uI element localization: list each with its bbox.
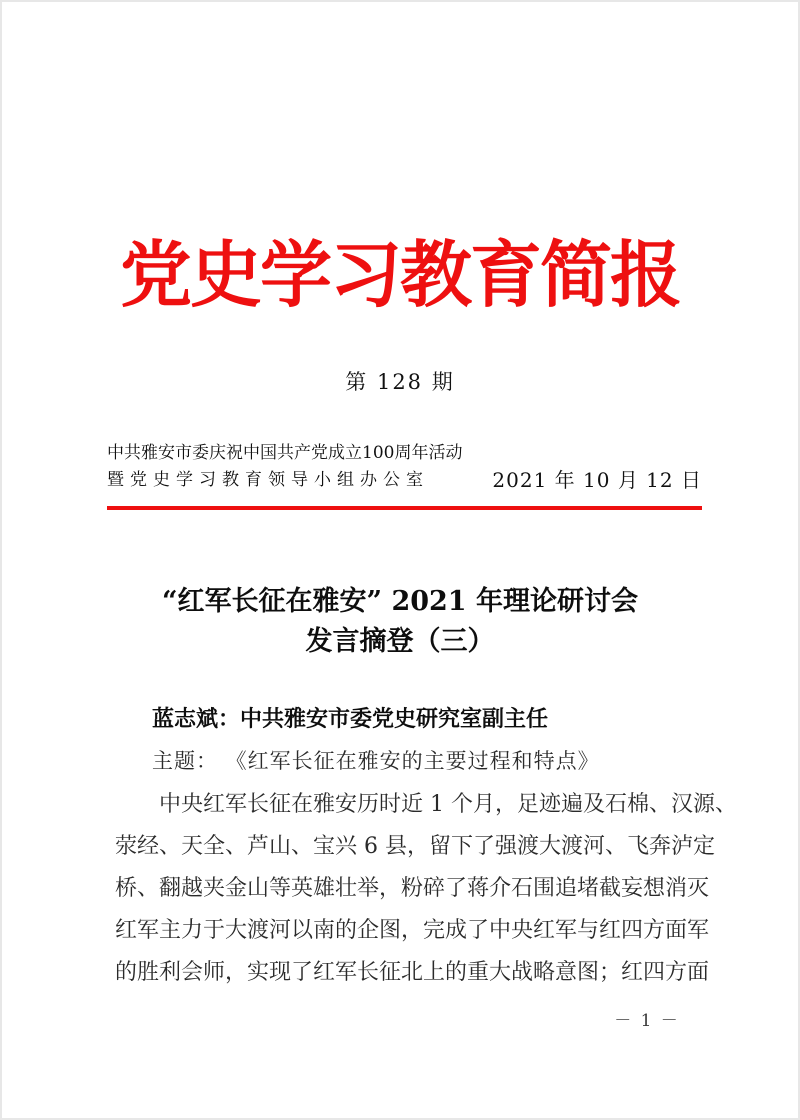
article-title-line-1: “红军长征在雅安” 2021 年理论研讨会 <box>161 586 638 617</box>
body-line: 中央红军长征在雅安历时近 1 个月，足迹遍及石棉、汉源、 <box>159 792 737 817</box>
publish-date: 2021 年 10 月 12 日 <box>492 468 702 492</box>
issuer-row <box>107 440 702 494</box>
body-line: 红军主力于大渡河以南的企图，完成了中央红军与红四方面军 <box>115 918 710 943</box>
body-line: 荥经、天全、芦山、宝兴 6 县，留下了强渡大渡河、飞奔泸定 <box>115 834 715 859</box>
issue-number: 第 128 期 <box>345 370 455 394</box>
issuer-block <box>107 440 463 494</box>
article-title-line-2: 发言摘登（三） <box>305 626 495 657</box>
article-title <box>2 582 798 662</box>
speaker-line: 蓝志斌：中共雅安市委党史研究室副主任 <box>152 707 549 732</box>
body-paragraph <box>115 784 737 994</box>
body-line: 桥、翻越夹金山等英雄壮举，粉碎了蒋介石围追堵截妄想消灭 <box>115 876 710 901</box>
body-line: 的胜利会师，实现了红军长征北上的重大战略意图；红四方面 <box>115 960 710 985</box>
issuer-line-2: 暨党史学习教育领导小组办公室 <box>107 470 429 490</box>
topic-line: 主题： 《红军长征在雅安的主要过程和特点》 <box>152 749 600 773</box>
masthead-divider-rule <box>107 506 702 510</box>
masthead-title: 党史学习教育简报 <box>119 232 680 317</box>
issuer-line-1: 中共雅安市委庆祝中国共产党成立100周年活动 <box>107 443 463 463</box>
page-number: － 1 － <box>614 1011 680 1031</box>
